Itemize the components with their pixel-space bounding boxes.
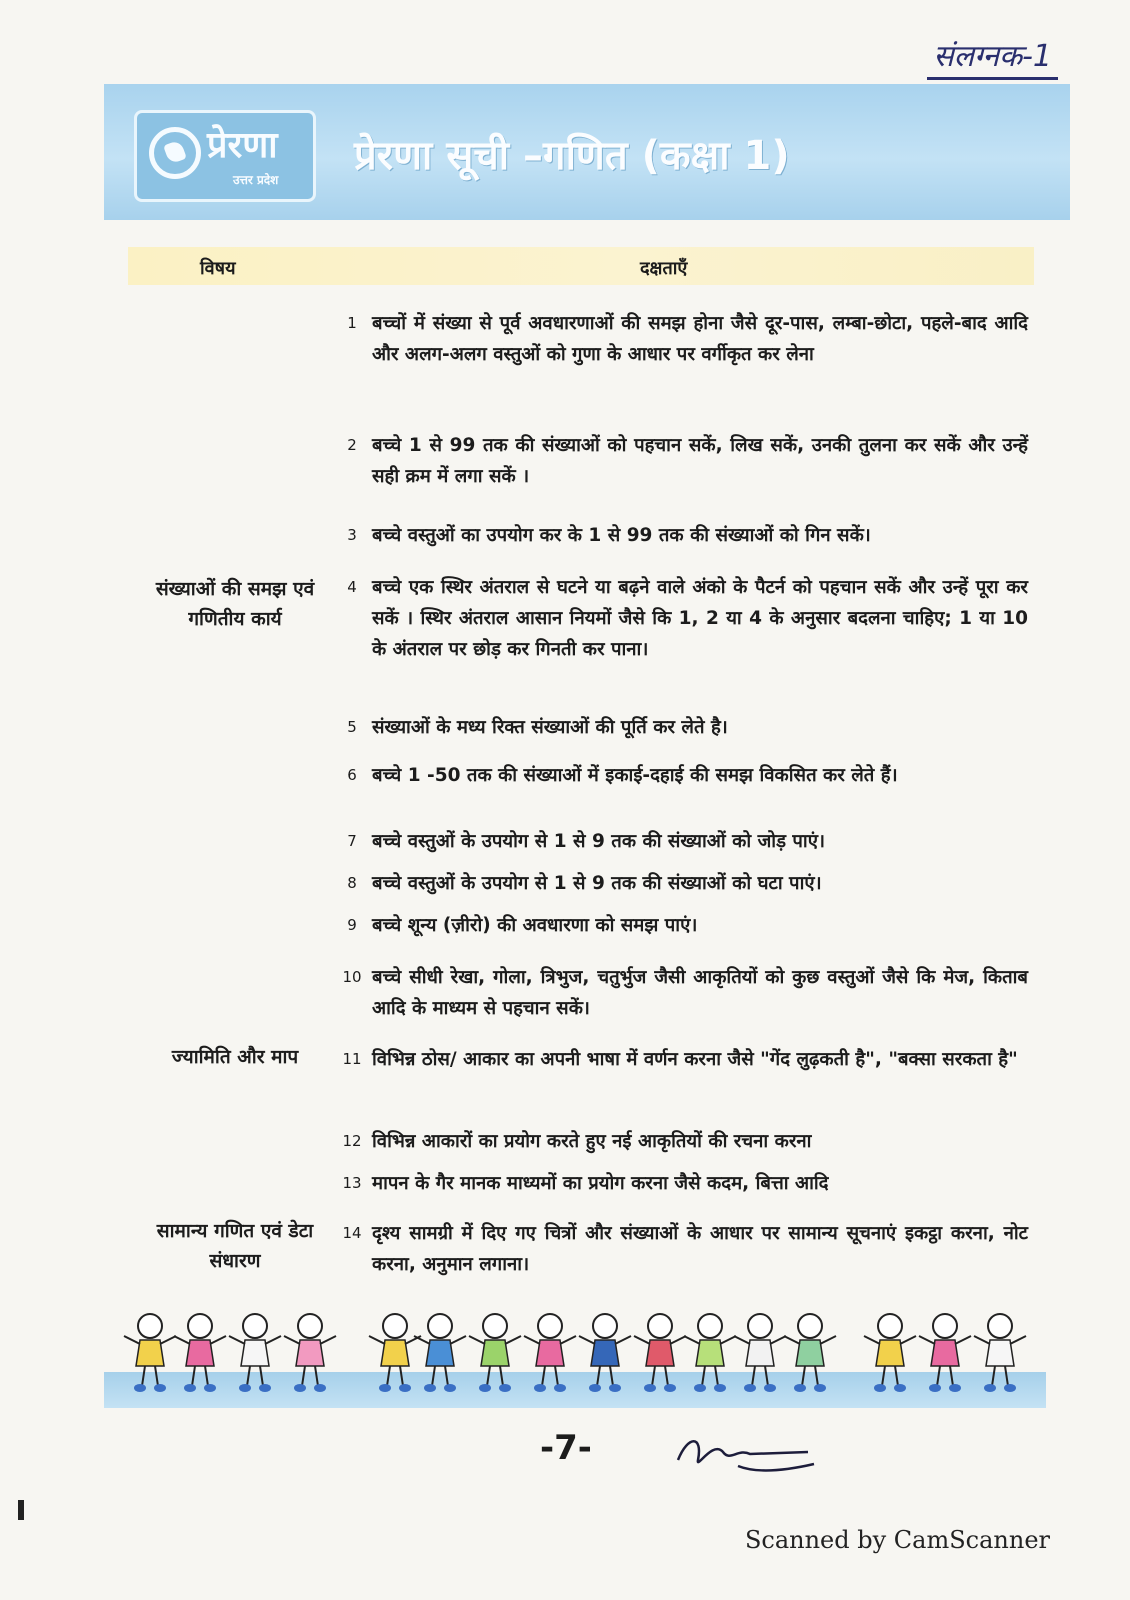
subject-data-handling: सामान्य गणित एवं डेटा संधारण [156,1220,314,1272]
skill-number: 14 [342,1224,362,1242]
subject-geometry: ज्यामिति और माप [171,1046,299,1068]
skill-text: संख्याओं के मध्य रिक्त संख्याओं की पूर्ति कर लेते है। [372,717,728,738]
skill-text: बच्चे वस्तुओं के उपयोग से 1 से 9 तक की संख्याओं को घटा पाएं। [372,873,822,894]
skill-text: बच्चों में संख्या से पूर्व अवधारणाओं की समझ होना जैसे दूर-पास, लम्बा-छोटा, पहले-बाद आदि और अलग-अलग वस्तुओं को गुणा के आधार पर वर्गीकृत कर लेना [372,313,1028,365]
children-holding-hands-illustration [0,1300,1130,1410]
child-figure [524,1314,576,1392]
child-figure [369,1314,421,1392]
child-figure [414,1314,466,1392]
logo-subtitle: उत्तर प्रदेश [233,173,279,187]
skill-number: 8 [347,874,357,892]
skill-item [338,910,1028,941]
page-number: -7- [540,1428,592,1468]
skill-item [338,1126,1028,1157]
skill-item [338,962,1028,1024]
skill-number: 11 [342,1050,362,1068]
child-figure [784,1314,836,1392]
skill-item [338,868,1028,899]
skill-text: विभिन्न ठोस/ आकार का अपनी भाषा में वर्णन करना जैसे "गेंद लुढ़कती है", "बक्सा सरकता है" [372,1049,1018,1070]
skill-number: 2 [347,436,357,454]
page-title: प्रेरणा सूची –गणित (कक्षा 1) [354,133,790,179]
logo-name: प्रेरणा [207,125,278,166]
child-figure [634,1314,686,1392]
skill-item [338,572,1028,665]
child-figure [974,1314,1026,1392]
child-figure [229,1314,281,1392]
skill-item [338,308,1028,370]
scanner-watermark: Scanned by CamScanner [744,1526,1050,1554]
header-skills: दक्षताएँ [640,258,688,279]
skill-number: 6 [347,766,357,784]
skill-text: बच्चे एक स्थिर अंतराल से घटने या बढ़ने वाले अंको के पैटर्न को पहचान सकें और उन्हें पूरा कर सकें । स्थिर अंतराल आसान नियमों जैसे कि 1, 2 या 4 के अनुसार बदलना चाहिए; 1 या 10 के अंतराल पर छोड़ कर गिनती कर पाना। [372,577,1028,660]
skill-text: दृश्य सामग्री में दिए गए चित्रों और संख्याओं के आधार पर सामान्य सूचनाएं इकट्ठा करना, नोट करना, अनुमान लगाना। [372,1223,1028,1275]
skill-text: बच्चे वस्तुओं के उपयोग से 1 से 9 तक की संख्याओं को जोड़ पाएं। [372,831,825,852]
skill-number: 5 [347,718,357,736]
child-figure [469,1314,521,1392]
child-figure [864,1314,916,1392]
skill-number: 1 [347,314,357,332]
skill-number: 12 [342,1132,362,1150]
annex-label: संलग्नक-1 [927,34,1058,80]
logo-emblem-icon [149,127,201,179]
signature [668,1430,818,1478]
skill-item [338,430,1028,492]
skill-text: बच्चे सीधी रेखा, गोला, त्रिभुज, चतुर्भुज जैसी आकृतियों को कुछ वस्तुओं जैसे कि मेज, किताब आदि के माध्यम से पहचान सकें। [372,967,1028,1019]
skill-text: विभिन्न आकारों का प्रयोग करते हुए नई आकृतियों की रचना करना [372,1131,812,1152]
table-header-band [128,247,1034,285]
skill-item [338,1168,1028,1199]
subject-numbers: संख्याओं की समझ एवं गणितीय कार्य [155,578,315,630]
child-figure [124,1314,176,1392]
child-figure [579,1314,631,1392]
skill-item [338,1044,1028,1075]
skill-number: 13 [342,1174,362,1192]
child-figure [919,1314,971,1392]
skill-text: बच्चे 1 -50 तक की संख्याओं में इकाई-दहाई की समझ विकसित कर लेते हैं। [372,765,898,786]
prerna-logo [134,110,316,202]
scan-edge-mark [18,1500,24,1520]
skill-text: बच्चे वस्तुओं का उपयोग कर के 1 से 99 तक की संख्याओं को गिन सकें। [372,525,871,546]
skill-item [338,712,1028,743]
header-subject: विषय [200,258,236,279]
skill-number: 7 [347,832,357,850]
skill-number: 10 [342,968,362,986]
skill-item [338,1218,1028,1280]
skill-text: मापन के गैर मानक माध्यमों का प्रयोग करना जैसे कदम, बित्ता आदि [372,1173,829,1194]
title-banner [104,84,1070,220]
skill-number: 9 [347,916,357,934]
skill-text: बच्चे शून्य (ज़ीरो) की अवधारणा को समझ पाएं। [372,915,698,936]
skill-item [338,520,1028,551]
child-figure [684,1314,736,1392]
skill-item [338,760,1028,791]
child-figure [284,1314,336,1392]
child-figure [174,1314,226,1392]
skill-text: बच्चे 1 से 99 तक की संख्याओं को पहचान सकें, लिख सकें, उनकी तुलना कर सकें और उन्हें सही क्रम में लगा सकें । [372,435,1028,487]
skill-number: 3 [347,526,357,544]
child-figure [734,1314,786,1392]
skill-item [338,826,1028,857]
skill-number: 4 [347,578,357,596]
